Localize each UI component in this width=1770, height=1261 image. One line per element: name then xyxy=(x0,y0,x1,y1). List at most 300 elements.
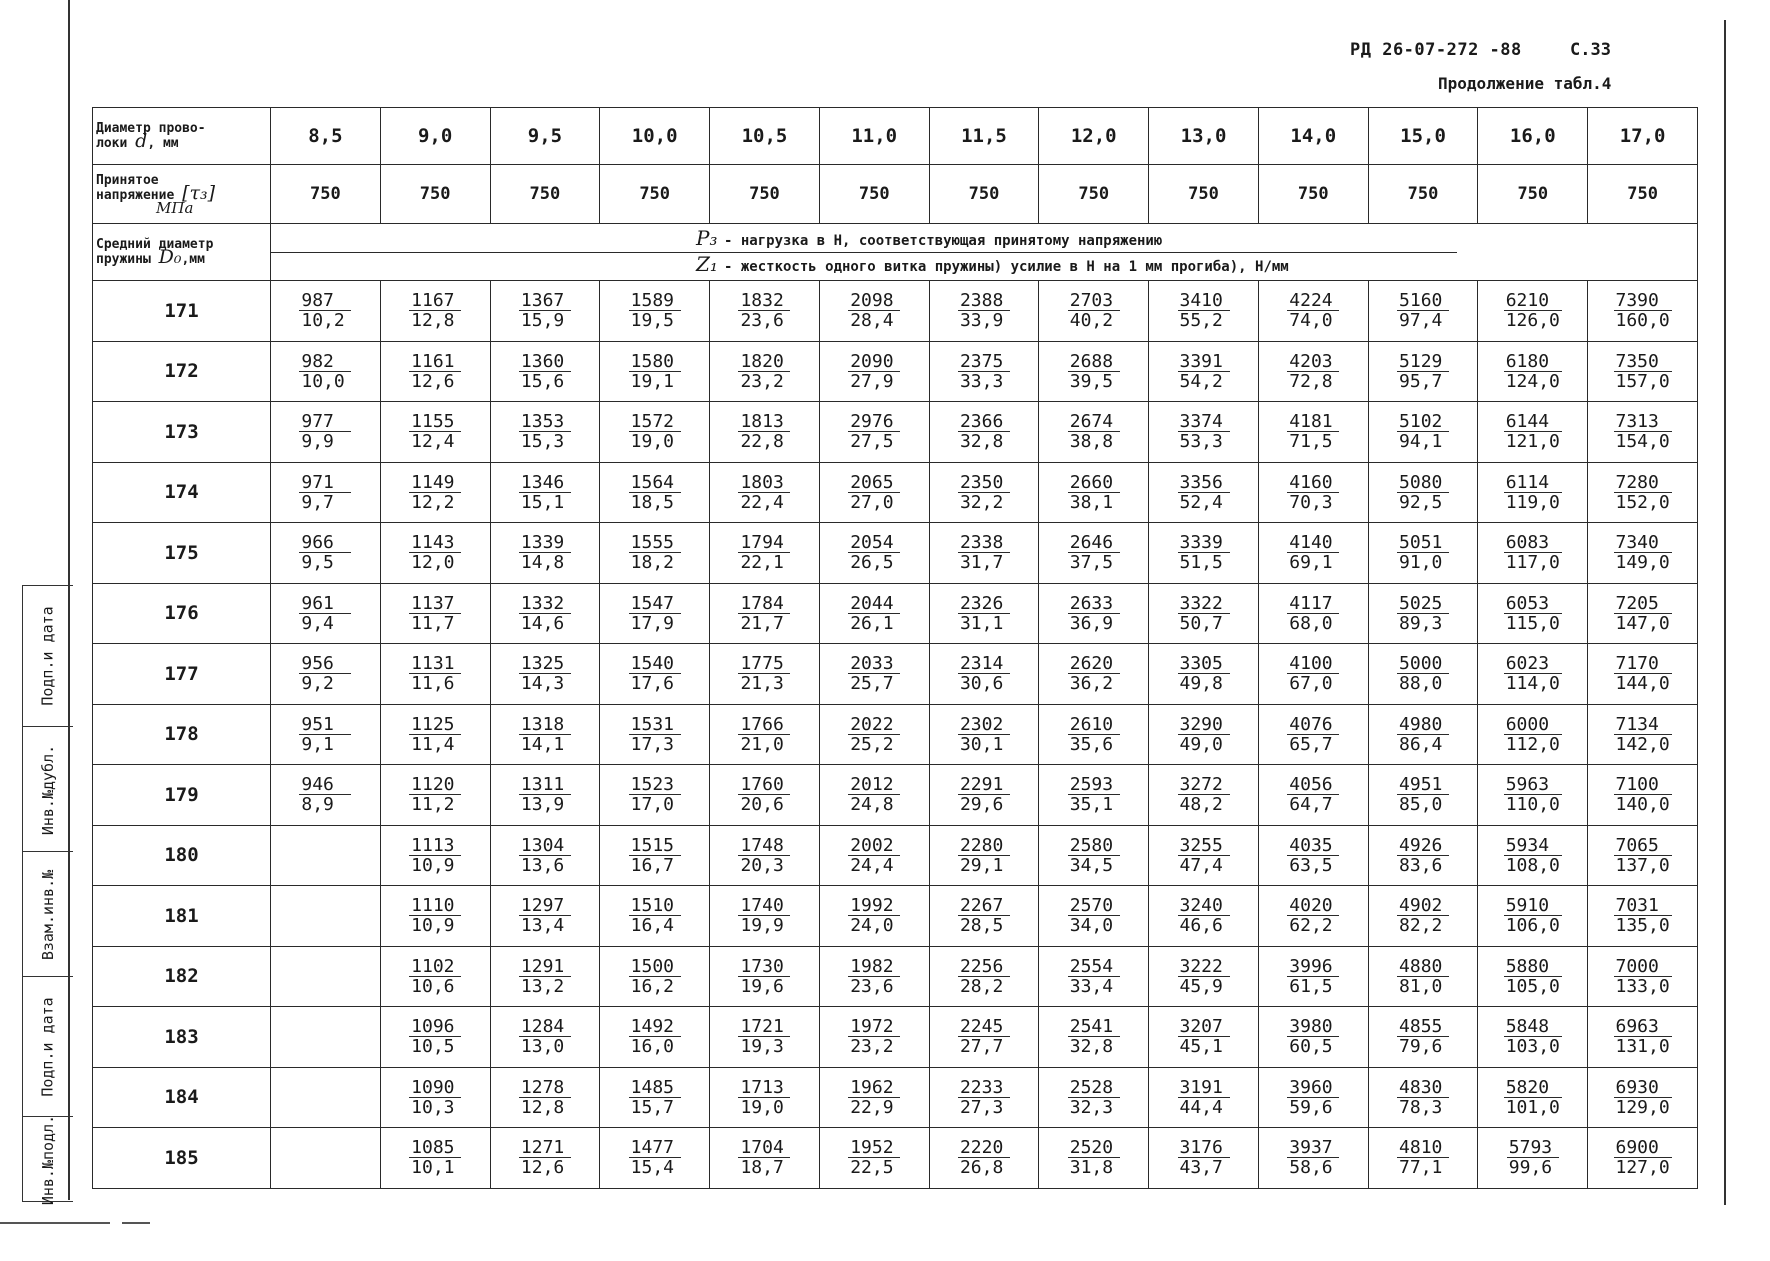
load-value: 4880 xyxy=(1397,957,1449,977)
load-stiffness-fraction xyxy=(1504,594,1562,633)
load-value: 3290 xyxy=(1178,715,1230,735)
load-value: 6963 xyxy=(1614,1017,1672,1037)
legend-load xyxy=(271,225,1457,253)
table-cell xyxy=(1588,523,1698,584)
load-value: 2291 xyxy=(958,775,1010,795)
load-value: 5000 xyxy=(1397,654,1449,674)
table-cell xyxy=(1478,402,1588,463)
load-stiffness-fraction xyxy=(848,533,900,572)
stiffness-value: 157,0 xyxy=(1615,370,1670,392)
load-value: 1992 xyxy=(848,896,900,916)
stiffness-value: 33,3 xyxy=(959,370,1004,392)
load-stiffness-fraction xyxy=(958,594,1010,633)
table-cell xyxy=(600,402,710,463)
stiffness-value: 78,3 xyxy=(1399,1096,1443,1118)
load-stiffness-fraction xyxy=(958,1078,1010,1117)
stiffness-value: 97,4 xyxy=(1399,310,1443,332)
load-stiffness-fraction xyxy=(848,775,900,814)
stiffness-value: 32,8 xyxy=(1069,1036,1114,1058)
accepted-stress-value: 750 xyxy=(1039,165,1149,224)
stiffness-value: 29,6 xyxy=(959,794,1004,816)
table-continuation-caption: Продолжение табл.4 xyxy=(1438,74,1612,93)
load-stiffness-fraction xyxy=(1614,715,1672,754)
load-stiffness-fraction xyxy=(1614,654,1672,693)
load-value: 1125 xyxy=(409,715,461,735)
table-cell xyxy=(1149,1007,1259,1068)
stiffness-value: 23,6 xyxy=(850,975,894,997)
load-value: 1353 xyxy=(519,412,571,432)
stiffness-value: 10,0 xyxy=(301,370,345,392)
load-value: 2002 xyxy=(848,836,900,856)
load-value: 1760 xyxy=(738,775,790,795)
stiffness-value: 65,7 xyxy=(1289,733,1333,755)
table-cell xyxy=(1368,765,1478,826)
stiffness-value: 10,6 xyxy=(411,975,455,997)
table-cell xyxy=(271,402,381,463)
stiffness-value: 24,8 xyxy=(850,794,894,816)
stiffness-value: 27,7 xyxy=(959,1036,1004,1058)
load-stiffness-fraction xyxy=(1068,957,1120,996)
load-stiffness-fraction xyxy=(1178,836,1230,875)
stiffness-value: 129,0 xyxy=(1615,1096,1670,1118)
load-stiffness-fraction xyxy=(1287,291,1339,330)
load-stiffness-fraction xyxy=(848,412,900,451)
table-cell xyxy=(490,281,600,342)
load-value: 4117 xyxy=(1287,594,1339,614)
stiffness-value: 131,0 xyxy=(1615,1036,1670,1058)
load-value: 4181 xyxy=(1287,412,1339,432)
table-cell xyxy=(490,644,600,705)
stiffness-value: 86,4 xyxy=(1399,733,1443,755)
load-stiffness-fraction xyxy=(519,352,571,391)
load-stiffness-fraction xyxy=(629,594,681,633)
table-cell xyxy=(819,583,929,644)
stiffness-value: 49,8 xyxy=(1179,673,1223,695)
stiffness-value: 16,2 xyxy=(630,975,675,997)
table-cell xyxy=(819,341,929,402)
load-stiffness-fraction xyxy=(848,473,900,512)
stiffness-value: 13,6 xyxy=(520,854,565,876)
wire-diameter-symbol: d xyxy=(135,130,148,152)
load-value: 1367 xyxy=(519,291,571,311)
load-value: 1794 xyxy=(738,533,790,553)
mean-diameter-value: 173 xyxy=(93,402,271,463)
stamp-original-inv xyxy=(23,1114,73,1205)
table-cell xyxy=(600,886,710,947)
stiffness-value: 16,4 xyxy=(630,915,675,937)
table-cell xyxy=(1588,341,1698,402)
table-cell xyxy=(1588,1067,1698,1128)
stiffness-value: 21,7 xyxy=(740,612,784,634)
table-cell xyxy=(1478,462,1588,523)
table-cell xyxy=(600,341,710,402)
load-value: 1485 xyxy=(629,1078,681,1098)
load-stiffness-fraction xyxy=(629,715,681,754)
stiffness-value: 46,6 xyxy=(1179,915,1223,937)
load-value: 3191 xyxy=(1178,1078,1230,1098)
table-cell xyxy=(1588,1007,1698,1068)
load-stiffness-fraction xyxy=(409,836,461,875)
table-cell xyxy=(600,704,710,765)
table-cell xyxy=(1149,886,1259,947)
load-value: 1820 xyxy=(738,352,790,372)
table-cell xyxy=(1478,765,1588,826)
load-value: 5129 xyxy=(1397,352,1449,372)
load-stiffness-fraction xyxy=(629,836,681,875)
load-value: 2350 xyxy=(958,473,1010,493)
table-cell xyxy=(600,462,710,523)
load-value: 2012 xyxy=(848,775,900,795)
load-stiffness-fraction xyxy=(299,412,351,451)
table-cell xyxy=(490,462,600,523)
stiffness-value: 32,8 xyxy=(959,431,1004,453)
stiffness-value: 23,2 xyxy=(740,370,784,392)
stiffness-value: 103,0 xyxy=(1505,1036,1560,1058)
load-stiffness-fraction xyxy=(629,1138,681,1177)
load-value: 1492 xyxy=(629,1017,681,1037)
load-value: 4902 xyxy=(1397,896,1449,916)
table-cell xyxy=(600,583,710,644)
stiffness-value: 101,0 xyxy=(1505,1096,1560,1118)
table-cell xyxy=(1258,644,1368,705)
accepted-stress-header xyxy=(93,165,271,224)
load-stiffness-fraction xyxy=(1504,775,1562,814)
table-cell xyxy=(929,583,1039,644)
table-cell xyxy=(380,1128,490,1189)
table-row xyxy=(93,704,1698,765)
load-stiffness-fraction xyxy=(519,412,571,451)
table-cell xyxy=(271,1067,381,1128)
table-row xyxy=(93,765,1698,826)
stiffness-value: 34,5 xyxy=(1069,854,1114,876)
table-cell xyxy=(929,341,1039,402)
table-cell xyxy=(929,281,1039,342)
table-cell xyxy=(600,946,710,1007)
stiffness-value: 54,2 xyxy=(1179,370,1223,392)
table-cell xyxy=(1149,1067,1259,1128)
stiffness-value: 126,0 xyxy=(1505,310,1560,332)
table-cell xyxy=(1368,1067,1478,1128)
load-value: 6144 xyxy=(1504,412,1562,432)
table-cell xyxy=(1368,704,1478,765)
table-cell xyxy=(1588,462,1698,523)
table-cell xyxy=(600,1007,710,1068)
stiffness-value: 55,2 xyxy=(1179,310,1223,332)
load-stiffness-fraction xyxy=(1614,412,1672,451)
stiffness-value: 92,5 xyxy=(1399,491,1443,513)
stiffness-value: 43,7 xyxy=(1179,1157,1223,1179)
load-value: 1982 xyxy=(848,957,900,977)
stiffness-value: 17,6 xyxy=(630,673,675,695)
load-stiffness-fraction xyxy=(848,1078,900,1117)
load-value: 1149 xyxy=(409,473,461,493)
load-value: 1131 xyxy=(409,654,461,674)
table-cell xyxy=(1039,644,1149,705)
stiffness-value: 17,3 xyxy=(630,733,675,755)
load-stiffness-fraction xyxy=(738,412,790,451)
load-stiffness-fraction xyxy=(1614,1017,1672,1056)
stiffness-value: 39,5 xyxy=(1069,370,1114,392)
table-row xyxy=(93,1067,1698,1128)
load-stiffness-fraction xyxy=(1068,836,1120,875)
table-cell xyxy=(1039,704,1149,765)
load-value: 5080 xyxy=(1397,473,1449,493)
stiffness-value: 83,6 xyxy=(1399,854,1443,876)
load-value: 1102 xyxy=(409,957,461,977)
load-stiffness-fraction xyxy=(1068,291,1120,330)
load-value: 2314 xyxy=(958,654,1010,674)
load-value: 1332 xyxy=(519,594,571,614)
table-cell xyxy=(271,341,381,402)
load-stiffness-fraction xyxy=(629,775,681,814)
stiffness-value: 45,9 xyxy=(1179,975,1223,997)
mean-diameter-label-line1: Средний диаметр xyxy=(96,237,214,252)
table-cell xyxy=(380,1067,490,1128)
table-cell xyxy=(1368,523,1478,584)
load-stiffness-fraction xyxy=(1614,1138,1672,1177)
load-stiffness-fraction xyxy=(1068,594,1120,633)
stiffness-value: 22,5 xyxy=(850,1157,894,1179)
stiffness-value: 105,0 xyxy=(1505,975,1560,997)
table-cell xyxy=(1039,341,1149,402)
table-cell xyxy=(271,281,381,342)
spring-load-table xyxy=(92,107,1698,1189)
stiffness-value: 112,0 xyxy=(1505,733,1560,755)
load-stiffness-fraction xyxy=(1068,654,1120,693)
table-cell xyxy=(710,1128,820,1189)
stiffness-value: 35,6 xyxy=(1069,733,1114,755)
table-cell xyxy=(1039,583,1149,644)
stiffness-value: 10,2 xyxy=(301,310,345,332)
load-stiffness-fraction xyxy=(958,1017,1010,1056)
wire-diameter-value: 17,0 xyxy=(1588,108,1698,165)
load-value: 4160 xyxy=(1287,473,1339,493)
table-cell xyxy=(490,402,600,463)
table-cell xyxy=(819,281,929,342)
load-stiffness-fraction xyxy=(958,352,1010,391)
frame-right-line xyxy=(1724,20,1726,1205)
load-value: 3937 xyxy=(1287,1138,1339,1158)
load-stiffness-fraction xyxy=(1068,412,1120,451)
stiffness-value: 28,2 xyxy=(959,975,1004,997)
load-value: 1972 xyxy=(848,1017,900,1037)
stiffness-value: 114,0 xyxy=(1505,673,1560,695)
load-stiffness-fraction xyxy=(1068,715,1120,754)
stiffness-value: 31,1 xyxy=(959,612,1004,634)
load-stiffness-fraction xyxy=(738,1017,790,1056)
load-value: 2554 xyxy=(1068,957,1120,977)
load-stiffness-fraction xyxy=(1287,836,1339,875)
table-cell xyxy=(380,341,490,402)
load-stiffness-fraction xyxy=(1068,896,1120,935)
load-stiffness-fraction xyxy=(958,654,1010,693)
table-row xyxy=(93,523,1698,584)
load-stiffness-fraction xyxy=(519,1138,571,1177)
wire-diameter-value: 10,5 xyxy=(710,108,820,165)
table-cell xyxy=(819,402,929,463)
stiffness-value: 13,4 xyxy=(520,915,565,937)
stiffness-value: 32,3 xyxy=(1069,1096,1114,1118)
table-cell xyxy=(819,1067,929,1128)
table-cell xyxy=(1478,341,1588,402)
load-value: 1284 xyxy=(519,1017,571,1037)
load-value: 2280 xyxy=(958,836,1010,856)
load-stiffness-fraction xyxy=(738,291,790,330)
load-stiffness-fraction xyxy=(1614,473,1672,512)
load-stiffness-fraction xyxy=(519,291,571,330)
stiffness-value: 31,8 xyxy=(1069,1157,1114,1179)
table-cell xyxy=(710,462,820,523)
table-cell xyxy=(380,704,490,765)
table-cell xyxy=(1368,462,1478,523)
load-stiffness-fraction xyxy=(958,896,1010,935)
stamp-label: Подп.и дата xyxy=(39,606,57,706)
stiffness-value: 12,8 xyxy=(520,1096,565,1118)
load-stiffness-fraction xyxy=(1287,1017,1339,1056)
load-value: 7350 xyxy=(1614,352,1672,372)
table-cell xyxy=(1368,825,1478,886)
stiffness-value: 12,6 xyxy=(411,370,455,392)
load-stiffness-fraction xyxy=(738,594,790,633)
table-cell xyxy=(600,523,710,584)
stiffness-value: 19,5 xyxy=(630,310,675,332)
load-stiffness-fraction xyxy=(629,1017,681,1056)
stiffness-value: 147,0 xyxy=(1615,612,1670,634)
load-stiffness-fraction xyxy=(1504,1078,1562,1117)
stiffness-value: 68,0 xyxy=(1289,612,1333,634)
load-value: 3222 xyxy=(1178,957,1230,977)
stiffness-value: 67,0 xyxy=(1289,673,1333,695)
stiffness-value: 21,3 xyxy=(740,673,784,695)
stiffness-value: 19,9 xyxy=(740,915,784,937)
load-value: 7280 xyxy=(1614,473,1672,493)
stiffness-value: 44,4 xyxy=(1179,1096,1223,1118)
stiffness-value: 61,5 xyxy=(1289,975,1333,997)
load-stiffness-fraction xyxy=(409,473,461,512)
load-stiffness-fraction xyxy=(1068,1078,1120,1117)
mean-diameter-value: 179 xyxy=(93,765,271,826)
load-value: 1360 xyxy=(519,352,571,372)
table-cell xyxy=(380,946,490,1007)
table-cell xyxy=(1149,462,1259,523)
load-stiffness-fraction xyxy=(1504,352,1562,391)
load-value: 1304 xyxy=(519,836,571,856)
table-cell xyxy=(600,765,710,826)
table-cell xyxy=(271,946,381,1007)
load-stiffness-fraction xyxy=(1178,473,1230,512)
table-cell xyxy=(1258,523,1368,584)
stiffness-value: 106,0 xyxy=(1505,915,1560,937)
stiffness-value: 152,0 xyxy=(1615,491,1670,513)
load-value: 2375 xyxy=(958,352,1010,372)
table-cell xyxy=(929,704,1039,765)
load-stiffness-fraction xyxy=(1504,533,1562,572)
load-value: 7390 xyxy=(1614,291,1672,311)
load-value: 2302 xyxy=(958,715,1010,735)
load-stiffness-fraction xyxy=(519,715,571,754)
load-value: 1540 xyxy=(629,654,681,674)
mean-diameter-value: 171 xyxy=(93,281,271,342)
table-cell xyxy=(1368,1007,1478,1068)
load-stiffness-fraction xyxy=(1068,473,1120,512)
load-stiffness-fraction xyxy=(738,957,790,996)
load-value: 6000 xyxy=(1504,715,1562,735)
load-stiffness-fraction xyxy=(848,654,900,693)
table-cell xyxy=(1588,402,1698,463)
load-value: 4224 xyxy=(1287,291,1339,311)
load-stiffness-fraction xyxy=(848,836,900,875)
table-cell xyxy=(600,644,710,705)
load-value: 1278 xyxy=(519,1078,571,1098)
table-cell xyxy=(819,523,929,584)
table-cell xyxy=(271,1007,381,1068)
table-cell xyxy=(1588,583,1698,644)
stiffness-value: 10,9 xyxy=(411,915,455,937)
load-value: 1090 xyxy=(409,1078,461,1098)
stiffness-value: 53,3 xyxy=(1179,431,1223,453)
accepted-stress-value: 750 xyxy=(380,165,490,224)
wire-diameter-value: 14,0 xyxy=(1258,108,1368,165)
table-cell xyxy=(710,402,820,463)
table-cell xyxy=(819,825,929,886)
stiffness-value: 149,0 xyxy=(1615,552,1670,574)
table-cell xyxy=(490,523,600,584)
table-cell xyxy=(380,765,490,826)
stamp-label: Инв.№подл. xyxy=(39,1114,57,1205)
load-value: 2054 xyxy=(848,533,900,553)
load-stiffness-fraction xyxy=(629,352,681,391)
load-value: 2528 xyxy=(1068,1078,1120,1098)
table-cell xyxy=(929,886,1039,947)
table-cell xyxy=(1368,402,1478,463)
table-cell xyxy=(929,462,1039,523)
load-stiffness-fraction xyxy=(738,836,790,875)
stiffness-value: 30,1 xyxy=(959,733,1004,755)
stiffness-value: 32,2 xyxy=(959,491,1004,513)
load-stiffness-fraction xyxy=(1178,1078,1230,1117)
stiffness-value: 27,9 xyxy=(850,370,894,392)
table-cell xyxy=(1588,765,1698,826)
load-value: 7170 xyxy=(1614,654,1672,674)
wire-diameter-value: 9,5 xyxy=(490,108,600,165)
load-value: 1120 xyxy=(409,775,461,795)
load-stiffness-fraction xyxy=(1614,896,1672,935)
stiffness-value: 140,0 xyxy=(1615,794,1670,816)
stiffness-value: 85,0 xyxy=(1399,794,1443,816)
stiffness-value: 22,1 xyxy=(740,552,784,574)
table-cell xyxy=(1478,886,1588,947)
table-cell xyxy=(929,402,1039,463)
load-stiffness-fraction xyxy=(1287,473,1339,512)
load-value: 2674 xyxy=(1068,412,1120,432)
load-stiffness-fraction xyxy=(958,412,1010,451)
load-stiffness-fraction xyxy=(409,1017,461,1056)
load-value: 1580 xyxy=(629,352,681,372)
approval-stamp xyxy=(22,585,73,1205)
table-cell xyxy=(1368,644,1478,705)
stiffness-value: 40,2 xyxy=(1069,310,1114,332)
load-value: 2065 xyxy=(848,473,900,493)
stiffness-value: 18,2 xyxy=(630,552,675,574)
load-stiffness-fraction xyxy=(519,957,571,996)
load-value: 1155 xyxy=(409,412,461,432)
load-value: 5848 xyxy=(1504,1017,1562,1037)
table-cell xyxy=(490,1067,600,1128)
table-cell xyxy=(1258,946,1368,1007)
table-cell xyxy=(271,462,381,523)
load-value: 5963 xyxy=(1504,775,1562,795)
wire-diameter-value: 11,5 xyxy=(929,108,1039,165)
